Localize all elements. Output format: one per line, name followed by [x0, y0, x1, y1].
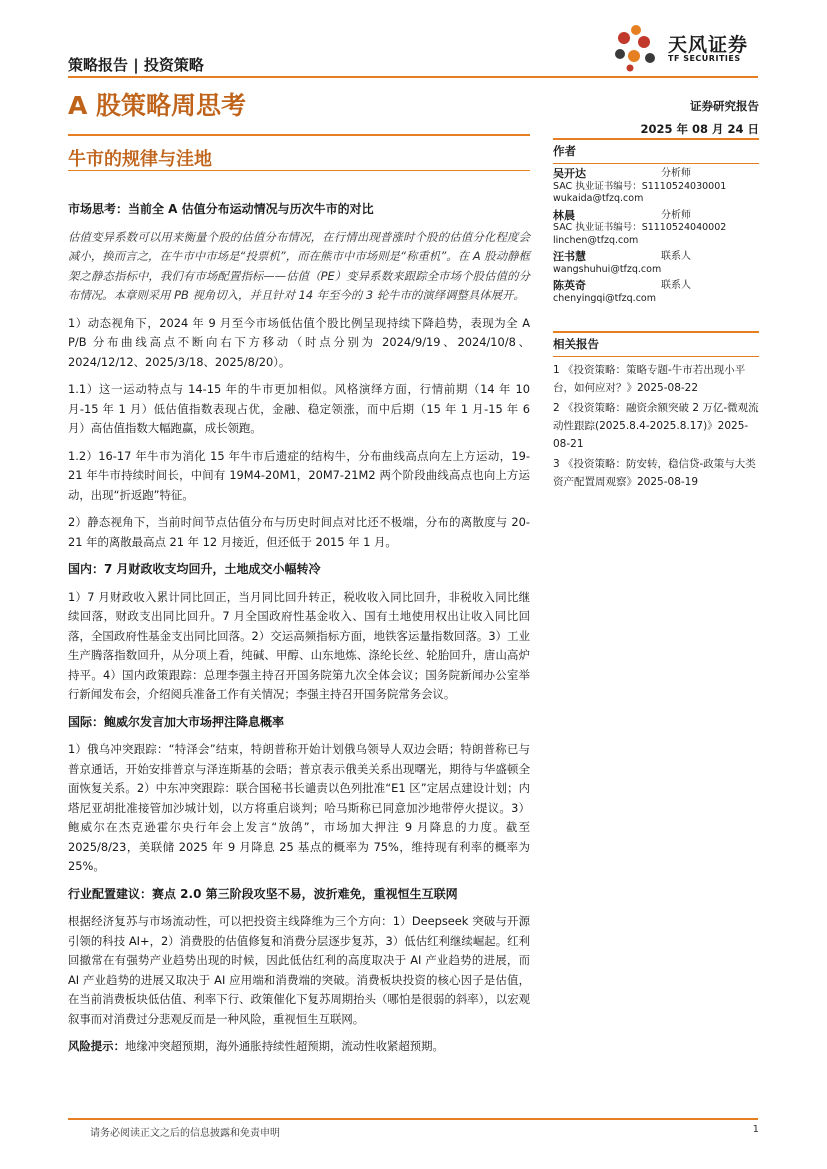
author-entry	[553, 251, 759, 276]
section-heading-market: 市场思考：当前全 A 估值分布运动情况与历次牛市的对比	[68, 202, 374, 216]
related-report-link[interactable]: 3 《投资策略：防安转，稳信贷-政策与大类资产配置周观察》2025-08-19	[553, 458, 756, 488]
page-title: A 股策略周思考	[68, 91, 247, 120]
related-report-link[interactable]: 2 《投资策略：融资余额突破 2 万亿-微观流动性跟踪(2025.8.4-2025.8.17)》2025-08-21	[553, 402, 759, 450]
logo-text-en: TF SECURITIES	[668, 54, 741, 63]
section-heading-domestic: 国内：7 月财政收支均回升，土地成交小幅转冷	[68, 562, 321, 576]
author-name: 林晨	[553, 208, 575, 222]
related-list	[553, 361, 759, 491]
divider	[68, 134, 530, 136]
main-content	[68, 200, 530, 1065]
author-name: 陈英奇	[553, 279, 586, 292]
author-entry	[553, 168, 759, 206]
risk-label: 风险提示：	[68, 1039, 125, 1053]
author-email[interactable]: wukaida@tfzq.com	[553, 193, 644, 204]
report-category: 策略报告 | 投资策略	[68, 56, 204, 74]
section-heading-international: 国际：鲍威尔发言加大市场押注降息概率	[68, 714, 285, 729]
author-entry	[553, 280, 759, 305]
divider	[68, 76, 758, 78]
paragraph: 1.2）16-17 年牛市为消化 15 年牛市后遗症的结构牛，分布曲线高点向左上方运动，19-21 年牛市持续时间长，中间有 19M4-20M1，20M7-21M2 两个阶段曲线高点也向上方运动，出现“折返跑”特征。	[68, 448, 530, 502]
author-cert: SAC 执业证书编号：S1110524030001	[553, 180, 727, 192]
logo-mark-icon	[612, 22, 666, 72]
author-email[interactable]: linchen@tfzq.com	[553, 234, 639, 246]
author-entry	[553, 210, 759, 248]
logo-text-cn: 天风证券	[668, 34, 749, 56]
divider	[68, 170, 530, 171]
risk-warning	[68, 1037, 530, 1057]
footer-disclaimer: 请务必阅读正文之后的信息披露和免责申明	[90, 1128, 280, 1139]
author-role: 分析师	[661, 168, 691, 179]
author-role: 联系人	[661, 251, 691, 262]
paragraph: 1.1）这一运动特点与 14-15 年的牛市更加相似。风格演绎方面，行情前期（14 年 10 月-15 年 1 月）低估值指数表现占优，金融、稳定领涨，而中后期（15 年 1 月-15 年 6 月）高估值指数大幅跑赢，成长领跑。	[68, 382, 530, 435]
paragraph: 1）动态视角下，2024 年 9 月至今市场低估值个股比例呈现持续下降趋势，表现为全 A P/B 分布曲线高点不断向右下方移动（时点分别为 2024/9/19、2024/10/8、2024/12/12、2025/3/18、2025/8/20）。	[68, 315, 530, 369]
sidebar-related	[553, 331, 759, 493]
report-type: 证券研究报告	[690, 99, 759, 113]
report-date: 2025 年 08 月 24 日	[640, 122, 759, 136]
page-number: 1	[752, 1124, 759, 1135]
paragraph: 1）俄乌冲突跟踪：“特泽会”结束，特朗普称开始计划俄乌领导人双边会晤；特朗普称已与普京通话，开始安排普京与泽连斯基的会晤；普京表示俄美关系出现曙光，期待与华盛顿全面恢复关系。2）中东冲突跟踪：联合国秘书长谴责以色列批准“E1 区”定居点建设计划；内塔尼亚胡批准接管加沙城计划，以方将重启谈判；哈马斯称已同意加沙地带停火提议。3）鲍威尔在杰克逊霍尔央行年会上发言“放鸽”，市场加大押注 9 月降息的力度。截至 2025/8/23，美联储 2025 年 9 月降息 25 基点的概率为 75%，维持现有利率的概率为 25%。	[68, 742, 530, 873]
section-intro: 估值变异系数可以用来衡量个股的估值分布情况，在行情出现普涨时个股的估值分化程度会减小，换而言之，在牛市中市场是“投票机”，而在熊市中市场则是“称重机”。在 A 股动静框架之静态指标中，我们有市场配置指标——估值（PE）变异系数来跟踪全市场个股估值的分布情况。本章则采用 PB 视角切入，并且针对 14 年至今的 3 轮牛市的演绎调整具体展开。	[68, 229, 530, 302]
sidebar-authors	[553, 138, 759, 305]
author-name: 汪书慧	[553, 250, 586, 263]
author-role: 联系人	[661, 280, 691, 291]
divider	[68, 1118, 758, 1120]
author-cert: SAC 执业证书编号：S1110524040002	[553, 222, 727, 233]
report-subtitle: 牛市的规律与洼地	[68, 149, 212, 170]
risk-text: 地缘冲突超预期，海外通胀持续性超预期，流动性收紧超预期。	[124, 1039, 444, 1053]
author-name: 吴开达	[553, 167, 586, 180]
section-heading-allocation: 行业配置建议：赛点 2.0 第三阶段攻坚不易，波折难免，重视恒生互联网	[68, 886, 458, 901]
related-heading: 相关报告	[553, 331, 759, 352]
related-report-link[interactable]: 1 《投资策略：策略专题-牛市若出现小平台，如何应对？》2025-08-22	[553, 364, 746, 394]
paragraph: 2）静态视角下，当前时间节点估值分布与历史时间点对比还不极端，分布的离散度与 20-21 年的离散最高点 21 年 12 月接近，但还低于 2015 年 1 月。	[68, 515, 530, 549]
author-email[interactable]: wangshuhui@tfzq.com	[553, 263, 662, 275]
paragraph: 根据经济复苏与市场流动性，可以把投资主线降维为三个方向：1）Deepseek 突破与开源引领的科技 AI+，2）消费股的估值修复和消费分层逐步复苏，3）低估红利继续崛起。红利回撤常在有强势产业趋势出现的时候，因此低估红利的高度取决于 AI 产业趋势的进展，而 AI 产业趋势的进展又取决于 AI 应用端和消费端的突破。消费板块投资的核心因子是估值，在当前消费板块低估值、利率下行、政策催化下复苏周期抬头（哪怕是很弱的斜率），以宏观叙事而对消费过分悲观反而是一种风险，重视恒生互联网。	[68, 914, 530, 1026]
paragraph: 1）7 月财政收入累计同比回正，当月同比回升转正，税收收入同比回升，非税收入同比继续回落，财政支出同比回升。7 月全国政府性基金收入、国有土地使用权出让收入同比回落，全国政府性基金支出同比回落。2）交运高频指标方面，地铁客运量指数回落。3）工业生产腾落指数回升，从分项上看，纯碱、甲醇、山东地炼、涤纶长丝、轮胎回升，唐山高炉持平。4）国内政策跟踪：总理李强主持召开国务院第九次全体会议；国务院新闻办公室举行新闻发布会，介绍阅兵准备工作有关情况；李强主持召开国务院常务会议。	[68, 589, 530, 701]
divider	[553, 163, 759, 164]
author-email[interactable]: chenyingqi@tfzq.com	[553, 292, 656, 304]
authors-heading: 作者	[553, 138, 759, 159]
divider	[553, 356, 759, 357]
author-role: 分析师	[661, 209, 691, 221]
